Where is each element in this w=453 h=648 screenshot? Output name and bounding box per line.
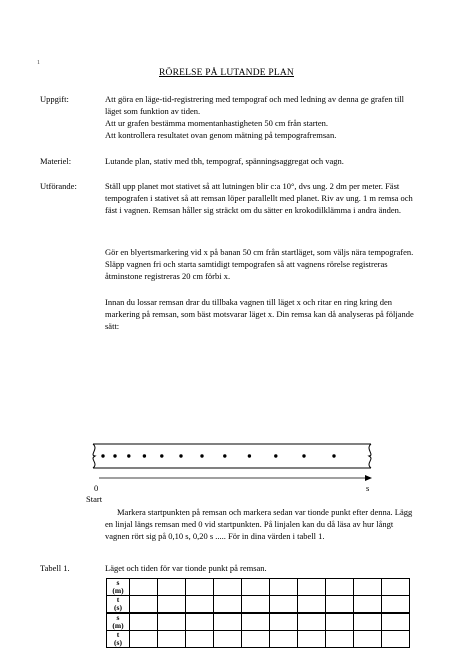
table-1-part-1 <box>106 578 410 613</box>
page-title: RÖRELSE PÅ LUTANDE PLAN <box>159 68 294 78</box>
uppgift-line-1: Att göra en läge-tid-registrering med tempograf och med ledning av denna ge grafen till läget som funktion av tiden. <box>105 94 405 116</box>
uppgift-line-3: Att kontrollera resultatet ovan genom mätning på tempografremsan. <box>105 130 337 140</box>
table-cell[interactable] <box>242 614 270 631</box>
table-cell[interactable] <box>186 596 214 613</box>
tape-dot <box>248 454 251 457</box>
tape-dot <box>274 454 277 457</box>
table-cell[interactable] <box>242 631 270 648</box>
table-cell[interactable] <box>130 579 158 596</box>
row-header-t-symbol: t <box>116 630 120 639</box>
utforande-paragraph-3: Innan du lossar remsan drar du tillbaka vagnen till läget x och ritar en ring kring den markering på remsan, som bäst motsvarar läget x. Din remsa kan då analyseras på följande sätt: <box>105 297 414 331</box>
start-label: Start <box>86 494 103 504</box>
tape-dot <box>200 454 203 457</box>
tape-dot <box>332 454 335 457</box>
table-cell[interactable] <box>298 596 326 613</box>
table-cell[interactable] <box>354 596 382 613</box>
table-cell[interactable] <box>242 579 270 596</box>
table-cell[interactable] <box>158 614 186 631</box>
table-cell[interactable] <box>214 631 242 648</box>
table-cell[interactable] <box>354 614 382 631</box>
materiel-text: Lutande plan, stativ med tbh, tempograf, spänningsaggregat och vagn. <box>105 156 344 166</box>
tape-illustration <box>89 441 374 471</box>
table-cell[interactable] <box>298 579 326 596</box>
tape-dot <box>143 454 146 457</box>
utforande-paragraph-1: Ställ upp planet mot stativet så att lutningen blir c:a 10°, dvs ung. 2 dm per meter. Fäst tempografen i stativet så att remsan löper parallellt med planet. Riv av ung. 1 m remsa och fäst i vagnen. Remsan håller sig sträckt om du sätter en krokodilklämma i andra änden. <box>105 181 413 215</box>
table-row-s <box>107 579 410 596</box>
markera-text: Markera startpunkten på remsan och markera sedan var tionde punkt efter denna. Lägg en linjal längs remsan med 0 vid startpunkten. På linjalen kan du då läsa av hur långt vagnen rört sig på 0,10 s, 0,20 s ..... För in dina värden i tabell 1. <box>105 507 413 541</box>
table-cell[interactable] <box>298 614 326 631</box>
row-header-t <box>107 631 130 648</box>
table-cell[interactable] <box>130 614 158 631</box>
row-header-t-unit: (s) <box>114 603 122 612</box>
table-row-t <box>107 631 410 648</box>
uppgift-text <box>105 93 415 141</box>
utforande-label: Utförande: <box>40 181 77 191</box>
table-cell[interactable] <box>270 614 298 631</box>
ruler-zero-label: 0 <box>94 483 99 493</box>
page-mark: 1 <box>37 60 40 66</box>
table-cell[interactable] <box>186 631 214 648</box>
table-cell[interactable] <box>270 596 298 613</box>
table-cell[interactable] <box>270 631 298 648</box>
table-cell[interactable] <box>214 614 242 631</box>
tape-dot <box>223 454 226 457</box>
row-header-t-unit: (s) <box>114 638 122 647</box>
table-row-t <box>107 596 410 613</box>
table-cell[interactable] <box>354 631 382 648</box>
tape-dot <box>101 454 104 457</box>
tape-dot <box>113 454 116 457</box>
row-header-s-unit: (m) <box>112 621 124 630</box>
tape-right-tear <box>369 444 371 468</box>
ruler-axis <box>89 475 374 483</box>
table-cell[interactable] <box>158 631 186 648</box>
row-header-t <box>107 596 130 613</box>
tape-left-tear <box>93 444 95 468</box>
tabell-caption: Läget och tiden för var tionde punkt på remsan. <box>105 563 267 573</box>
row-header-s <box>107 579 130 596</box>
ruler-arrow-icon <box>365 475 372 481</box>
table-cell[interactable] <box>130 596 158 613</box>
utforande-text <box>105 180 415 216</box>
table-cell[interactable] <box>382 596 410 613</box>
tape-dots <box>101 454 335 457</box>
table-cell[interactable] <box>382 579 410 596</box>
table-cell[interactable] <box>186 614 214 631</box>
uppgift-line-2: Att ur grafen bestämma momentanhastigheten 50 cm från starten. <box>105 118 329 128</box>
table-cell[interactable] <box>242 596 270 613</box>
table-cell[interactable] <box>130 631 158 648</box>
tabell-label: Tabell 1. <box>40 563 70 573</box>
row-header-s-symbol: s <box>116 613 120 622</box>
table-cell[interactable] <box>298 631 326 648</box>
tape-dot <box>179 454 182 457</box>
table-row-s <box>107 614 410 631</box>
row-header-s <box>107 614 130 631</box>
tape-dot <box>160 454 163 457</box>
table-1-part-2 <box>106 613 410 648</box>
table-cell[interactable] <box>326 579 354 596</box>
table-cell[interactable] <box>326 614 354 631</box>
table-cell[interactable] <box>158 579 186 596</box>
tape-dot <box>127 454 130 457</box>
tape-dot <box>302 454 305 457</box>
table-cell[interactable] <box>214 596 242 613</box>
table-cell[interactable] <box>186 579 214 596</box>
row-header-s-symbol: s <box>116 578 120 587</box>
table-cell[interactable] <box>326 596 354 613</box>
table-cell[interactable] <box>270 579 298 596</box>
table-cell[interactable] <box>214 579 242 596</box>
ruler-s-label: s <box>366 483 370 493</box>
uppgift-label: Uppgift: <box>40 94 69 104</box>
table-cell[interactable] <box>382 614 410 631</box>
utforande-paragraph-2: Gör en blyertsmarkering vid x på banan 50 cm från startläget, som väljs nära tempografen. Släpp vagnen fri och starta samtidigt tempografen så att vagnens rörelse registreras åtminstone registreras 20 cm förbi x. <box>105 247 414 281</box>
table-cell[interactable] <box>382 631 410 648</box>
table-cell[interactable] <box>158 596 186 613</box>
row-header-t-symbol: t <box>116 595 120 604</box>
table-cell[interactable] <box>354 579 382 596</box>
materiel-label: Materiel: <box>40 156 72 166</box>
row-header-s-unit: (m) <box>112 586 124 595</box>
table-cell[interactable] <box>326 631 354 648</box>
